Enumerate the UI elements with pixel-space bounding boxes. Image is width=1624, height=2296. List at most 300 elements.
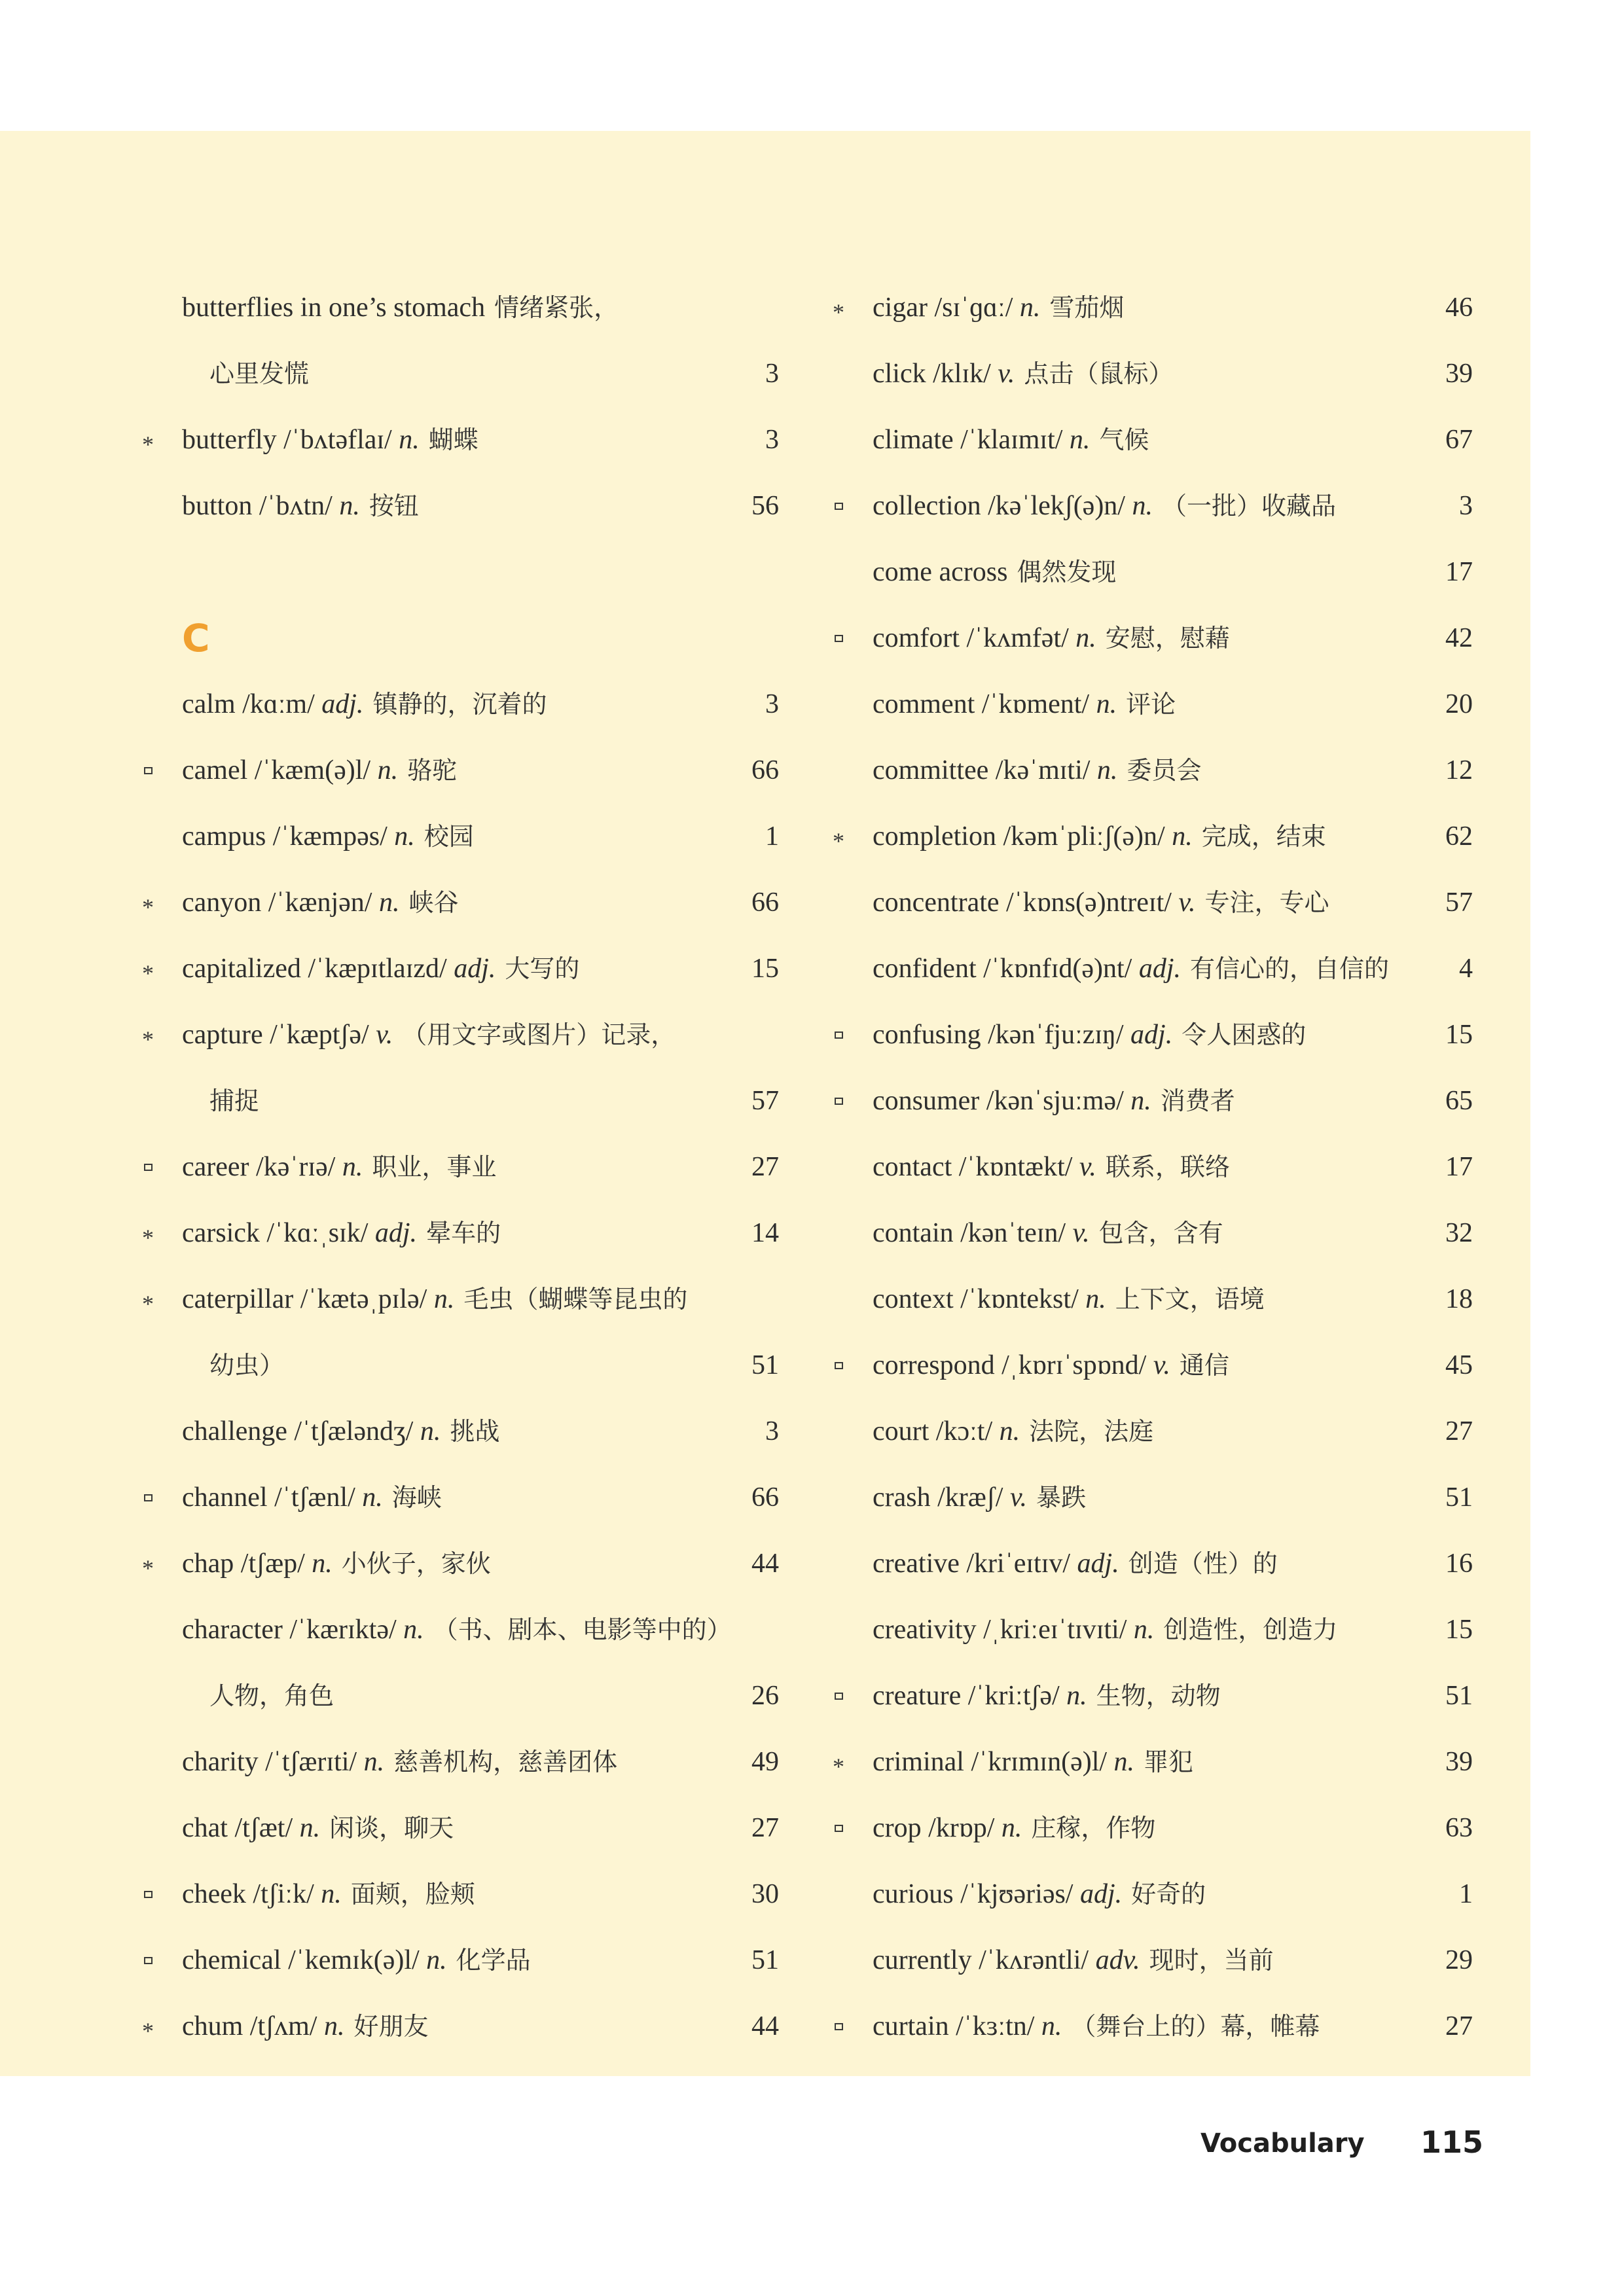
part-of-speech: n.	[1069, 425, 1091, 455]
square-marker-icon	[139, 1465, 157, 1530]
entry-text	[182, 1729, 733, 1795]
vocab-entry	[164, 870, 779, 935]
asterisk-marker-icon	[829, 1729, 848, 1795]
headword: caterpillar /ˈkætəˌpɪlə/	[182, 1284, 427, 1314]
part-of-speech: v.	[998, 359, 1015, 389]
vocab-entry	[854, 1531, 1473, 1596]
page-reference: 29	[1445, 1945, 1473, 1975]
part-of-speech: n.	[1096, 755, 1118, 785]
headword: confusing /kənˈfjuːzɪŋ/	[873, 1020, 1124, 1050]
square-marker-icon	[139, 1928, 157, 1993]
chinese-gloss: 职业，事业	[372, 1153, 497, 1181]
vocabulary-panel	[0, 131, 1530, 2076]
part-of-speech: n.	[363, 1747, 385, 1777]
headword: completion /kəmˈpliːʃ(ə)n/	[873, 821, 1165, 852]
vocab-entry	[164, 738, 779, 803]
entry-text	[182, 1200, 733, 1266]
vocab-entry	[854, 738, 1473, 803]
asterisk-marker-icon	[139, 870, 157, 935]
headword: creativity /ˌkriːeɪˈtɪvɪti/	[873, 1615, 1127, 1645]
part-of-speech: n.	[299, 1813, 321, 1843]
vocab-entry	[164, 407, 779, 473]
page-reference: 51	[751, 1945, 779, 1975]
headword: context /ˈkɒntekst/	[873, 1284, 1079, 1314]
headword: curtain /ˈkɜːtn/	[873, 2011, 1035, 2041]
page-reference: 57	[1445, 888, 1473, 918]
vocab-entry	[854, 1465, 1473, 1530]
vocab-entry	[854, 1134, 1473, 1200]
chinese-gloss: 毛虫（蝴蝶等昆虫的	[463, 1285, 688, 1314]
headword: channel /ˈtʃænl/	[182, 1482, 355, 1513]
entry-text	[873, 936, 1427, 1001]
vocab-entry	[854, 1068, 1473, 1134]
headword: butterfly /ˈbʌtəflaɪ/	[182, 425, 392, 455]
vocab-entry	[854, 936, 1473, 1001]
entry-text	[873, 1729, 1427, 1795]
page-reference: 15	[1445, 1615, 1473, 1645]
entry-text	[209, 1333, 733, 1398]
part-of-speech: n.	[1133, 1615, 1155, 1645]
headword: capture /ˈkæptʃə/	[182, 1020, 369, 1050]
part-of-speech: adj.	[454, 954, 496, 984]
entry-text	[873, 1333, 1427, 1398]
part-of-speech: n.	[420, 1416, 441, 1446]
part-of-speech: n.	[321, 1879, 342, 1909]
vocab-entry	[854, 1994, 1473, 2059]
vocab-entry	[854, 1333, 1473, 1398]
entry-text	[182, 1994, 733, 2059]
headword: contain /kənˈteɪn/	[873, 1218, 1066, 1248]
page-reference: 4	[1459, 954, 1473, 984]
headword: click /klɪk/	[873, 359, 991, 389]
square-marker-icon	[829, 1333, 848, 1398]
part-of-speech: v.	[1079, 1152, 1096, 1182]
chinese-gloss: 通信	[1179, 1351, 1229, 1380]
chinese-gloss: 创造（性）的	[1128, 1549, 1278, 1578]
vocab-entry	[854, 1663, 1473, 1729]
vocab-entry	[854, 275, 1473, 340]
page-reference: 42	[1445, 623, 1473, 653]
entry-text	[873, 1663, 1427, 1729]
page-reference: 3	[1459, 491, 1473, 521]
page-reference: 56	[751, 491, 779, 521]
vocab-entry	[854, 870, 1473, 935]
page-reference: 17	[1445, 1152, 1473, 1182]
headword: consumer /kənˈsjuːmə/	[873, 1086, 1124, 1116]
headword: confident /ˈkɒnfɪd(ə)nt/	[873, 954, 1132, 984]
entry-text	[182, 1399, 733, 1464]
vocab-entry	[164, 1994, 779, 2059]
entry-text	[182, 1928, 733, 1993]
entry-text	[182, 870, 733, 935]
chinese-gloss: 生物，动物	[1096, 1681, 1221, 1710]
headword: committee /kəˈmɪti/	[873, 755, 1091, 785]
chinese-gloss: （书、剧本、电影等中的）	[433, 1615, 732, 1644]
entry-text	[182, 1134, 733, 1200]
vocab-entry	[854, 341, 1473, 406]
headword: calm /kɑːm/	[182, 689, 315, 719]
entry-continuation	[164, 1068, 779, 1134]
chinese-gloss: 包含，含有	[1098, 1219, 1223, 1247]
entry-text	[873, 1597, 1427, 1662]
chinese-gloss: 骆驼	[407, 756, 458, 785]
chinese-gloss: 人物，角色	[209, 1681, 334, 1710]
part-of-speech: v.	[376, 1020, 393, 1050]
page-reference: 20	[1445, 689, 1473, 719]
part-of-speech: n.	[1041, 2011, 1062, 2041]
headword: climate /ˈklaɪmɪt/	[873, 425, 1063, 455]
chinese-gloss: 好奇的	[1131, 1880, 1206, 1909]
headword: campus /ˈkæmpəs/	[182, 821, 388, 852]
vocab-entry	[854, 1597, 1473, 1662]
entry-text	[182, 738, 733, 803]
vocab-entry	[854, 1729, 1473, 1795]
vocab-entry	[854, 1928, 1473, 1993]
chinese-gloss: 心里发慌	[209, 359, 310, 388]
chinese-gloss: 点击（鼠标）	[1024, 359, 1174, 388]
headword: challenge /ˈtʃæləndʒ/	[182, 1416, 414, 1446]
vocab-entry	[164, 473, 779, 539]
headword: correspond /ˌkɒrɪˈspɒnd/	[873, 1350, 1147, 1380]
entry-text	[209, 341, 733, 406]
page-reference: 63	[1445, 1813, 1473, 1843]
chinese-gloss: 现时，当前	[1149, 1946, 1274, 1975]
entry-text	[873, 1531, 1427, 1596]
chinese-gloss: 有信心的，自信的	[1190, 954, 1390, 983]
page-reference: 17	[1445, 557, 1473, 587]
vocab-entry	[854, 1200, 1473, 1266]
chinese-gloss: 海峡	[391, 1483, 442, 1512]
page-reference: 45	[1445, 1350, 1473, 1380]
vocab-entry	[854, 1399, 1473, 1464]
entry-text	[182, 936, 733, 1001]
part-of-speech: adj.	[1130, 1020, 1173, 1050]
page-reference: 14	[751, 1218, 779, 1248]
page-reference: 27	[751, 1152, 779, 1182]
part-of-speech: n.	[1085, 1284, 1106, 1314]
entry-text	[873, 1465, 1427, 1530]
entry-text	[873, 1068, 1427, 1134]
chinese-gloss: 幼虫）	[209, 1351, 285, 1380]
chinese-gloss: 慈善机构，慈善团体	[393, 1748, 618, 1776]
headword: chemical /ˈkemɪk(ə)l/	[182, 1945, 420, 1975]
page-reference: 27	[1445, 1416, 1473, 1446]
page-reference: 3	[765, 1416, 779, 1446]
chinese-gloss: 罪犯	[1144, 1748, 1194, 1776]
vocab-entry	[854, 1266, 1473, 1332]
part-of-speech: n.	[362, 1482, 383, 1513]
part-of-speech: n.	[1066, 1681, 1087, 1711]
chinese-gloss: （一批）收藏品	[1161, 492, 1336, 520]
headword: curious /ˈkjʊəriəs/	[873, 1879, 1074, 1909]
page-reference: 66	[751, 888, 779, 918]
part-of-speech: v.	[1072, 1218, 1090, 1248]
part-of-speech: n.	[1096, 689, 1117, 719]
entry-text	[182, 1795, 733, 1861]
page-reference: 3	[765, 689, 779, 719]
chinese-gloss: （舞台上的）幕，帷幕	[1071, 2012, 1320, 2041]
part-of-speech: n.	[377, 755, 399, 785]
part-of-speech: adj.	[374, 1218, 418, 1248]
headword: canyon /ˈkænjən/	[182, 888, 372, 918]
vocab-entry	[164, 672, 779, 737]
page-reference: 15	[751, 954, 779, 984]
headword: charity /ˈtʃærɪti/	[182, 1747, 357, 1777]
headword: crop /krɒp/	[873, 1813, 995, 1843]
asterisk-marker-icon	[829, 804, 848, 869]
vocab-entry	[164, 1531, 779, 1596]
chinese-gloss: 上下文，语境	[1115, 1285, 1265, 1314]
headword: career /kəˈrɪə/	[182, 1152, 336, 1182]
part-of-speech: n.	[1019, 293, 1041, 323]
chinese-gloss: 捕捉	[209, 1086, 260, 1115]
part-of-speech: n.	[339, 491, 360, 521]
part-of-speech: n.	[378, 888, 400, 918]
vocab-entry	[164, 1597, 779, 1662]
entry-continuation	[164, 1663, 779, 1729]
entry-text	[873, 539, 1427, 605]
page-reference: 67	[1445, 425, 1473, 455]
vocab-entry	[164, 1729, 779, 1795]
entry-text	[873, 605, 1427, 671]
page-reference: 30	[751, 1879, 779, 1909]
chinese-gloss: 校园	[424, 822, 474, 851]
vocab-entry	[164, 1928, 779, 1993]
part-of-speech: n.	[1113, 1747, 1135, 1777]
headword: comment /ˈkɒment/	[873, 689, 1090, 719]
square-marker-icon	[829, 1795, 848, 1861]
headword: carsick /ˈkɑːˌsɪk/	[182, 1218, 369, 1248]
page-reference: 26	[751, 1681, 779, 1711]
entry-text	[873, 870, 1427, 935]
chinese-gloss: 闲谈，聊天	[329, 1814, 454, 1842]
vocab-entry	[854, 605, 1473, 671]
page-reference: 15	[1445, 1020, 1473, 1050]
vocab-entry	[164, 1266, 779, 1332]
headword: camel /ˈkæm(ə)l/	[182, 755, 371, 785]
square-marker-icon	[829, 1002, 848, 1067]
part-of-speech: n.	[1172, 821, 1193, 852]
entry-text	[873, 341, 1427, 406]
headword: comfort /ˈkʌmfət/	[873, 623, 1069, 653]
page-reference: 51	[1445, 1482, 1473, 1513]
chinese-gloss: 晕车的	[426, 1219, 501, 1247]
vocab-entry	[164, 936, 779, 1001]
square-marker-icon	[139, 1134, 157, 1200]
page-reference: 46	[1445, 293, 1473, 323]
vocab-entry	[164, 1861, 779, 1927]
chinese-gloss: 暴跌	[1036, 1483, 1086, 1512]
headword: button /ˈbʌtn/	[182, 491, 333, 521]
entry-text	[873, 407, 1427, 473]
headword: capitalized /ˈkæpɪtlaɪzd/	[182, 954, 447, 984]
vocab-entry	[164, 1134, 779, 1200]
part-of-speech: v.	[1153, 1350, 1170, 1380]
headword: collection /kəˈlekʃ(ə)n/	[873, 491, 1125, 521]
headword: creature /ˈkriːtʃə/	[873, 1681, 1060, 1711]
headword: chum /tʃʌm/	[182, 2011, 317, 2041]
chinese-gloss: 大写的	[505, 954, 580, 983]
vocab-entry	[854, 1795, 1473, 1861]
square-marker-icon	[829, 1994, 848, 2059]
page-reference: 65	[1445, 1086, 1473, 1116]
vocab-entry	[164, 804, 779, 869]
chinese-gloss: 面颊，脸颊	[350, 1880, 475, 1909]
entry-text	[873, 1861, 1427, 1927]
part-of-speech: n.	[433, 1284, 455, 1314]
part-of-speech: n.	[312, 1549, 333, 1579]
page-reference: 66	[751, 755, 779, 785]
page-reference: 44	[751, 2011, 779, 2041]
entry-text	[873, 1002, 1427, 1067]
asterisk-marker-icon	[139, 1002, 157, 1067]
part-of-speech: v.	[1178, 888, 1196, 918]
headword: currently /ˈkʌrəntli/	[873, 1945, 1089, 1975]
vocab-entry	[854, 804, 1473, 869]
asterisk-marker-icon	[139, 1994, 157, 2059]
headword: come across	[873, 557, 1008, 587]
chinese-gloss: 令人困惑的	[1182, 1020, 1307, 1049]
entry-text	[873, 1795, 1427, 1861]
page-reference: 12	[1445, 755, 1473, 785]
entry-text	[873, 804, 1427, 869]
chinese-gloss: 好朋友	[353, 2012, 429, 2041]
entry-text	[873, 1928, 1427, 1993]
entry-text	[182, 407, 733, 473]
square-marker-icon	[139, 1861, 157, 1927]
page-reference: 44	[751, 1549, 779, 1579]
entry-text	[182, 804, 733, 869]
vocab-entry	[164, 1399, 779, 1464]
entry-text	[873, 1266, 1427, 1332]
entry-text	[182, 1266, 733, 1332]
chinese-gloss: 庄稼，作物	[1031, 1814, 1156, 1842]
headword: creative /kriˈeɪtɪv/	[873, 1549, 1071, 1579]
part-of-speech: adj.	[1077, 1549, 1119, 1579]
chinese-gloss: 雪茄烟	[1049, 293, 1125, 322]
chinese-gloss: 专注，专心	[1204, 888, 1329, 917]
part-of-speech: v.	[1009, 1482, 1027, 1513]
entry-text	[182, 1861, 733, 1927]
chinese-gloss: 偶然发现	[1017, 558, 1117, 586]
vocab-entry	[854, 539, 1473, 605]
vocab-entry	[164, 1200, 779, 1266]
chinese-gloss: 小伙子，家伙	[341, 1549, 491, 1578]
part-of-speech: n.	[1075, 623, 1096, 653]
vocab-entry	[164, 1002, 779, 1067]
chinese-gloss: 挑战	[450, 1417, 500, 1446]
chinese-gloss: 峡谷	[408, 888, 459, 917]
chinese-gloss: 情绪紧张，	[494, 293, 619, 322]
vocab-entry	[854, 1002, 1473, 1067]
chinese-gloss: 完成，结束	[1201, 822, 1326, 851]
entry-text	[182, 1531, 733, 1596]
part-of-speech: n.	[394, 821, 415, 852]
chinese-gloss: 委员会	[1127, 756, 1202, 785]
page-reference: 27	[1445, 2011, 1473, 2041]
page-reference: 66	[751, 1482, 779, 1513]
entry-text	[873, 672, 1427, 737]
part-of-speech: n.	[399, 425, 420, 455]
part-of-speech: n.	[1132, 491, 1153, 521]
chinese-gloss: 评论	[1126, 690, 1176, 719]
asterisk-marker-icon	[139, 1200, 157, 1266]
page-reference: 3	[765, 359, 779, 389]
entry-text	[182, 1002, 733, 1067]
chinese-gloss: 联系，联络	[1105, 1153, 1230, 1181]
headword: cigar /sɪˈɡɑː/	[873, 293, 1013, 323]
entry-text	[873, 1994, 1427, 2059]
square-marker-icon	[829, 473, 848, 539]
chinese-gloss: 气候	[1099, 425, 1149, 454]
chinese-gloss: 镇静的，沉着的	[372, 690, 547, 719]
footer-section-label: Vocabulary	[1200, 2128, 1365, 2159]
headword: chat /tʃæt/	[182, 1813, 293, 1843]
part-of-speech: n.	[1001, 1813, 1022, 1843]
page-reference: 18	[1445, 1284, 1473, 1314]
part-of-speech: n.	[999, 1416, 1020, 1446]
vocab-entry	[164, 1465, 779, 1530]
chinese-gloss: 法院，法庭	[1029, 1417, 1154, 1446]
chinese-gloss: 蝴蝶	[428, 425, 478, 454]
page-reference: 27	[751, 1813, 779, 1843]
part-of-speech: n.	[323, 2011, 345, 2041]
footer-page-number: 115	[1420, 2125, 1484, 2160]
entry-text	[182, 275, 733, 340]
page-reference: 49	[751, 1747, 779, 1777]
headword: contact /ˈkɒntækt/	[873, 1152, 1073, 1182]
part-of-speech: adj.	[1138, 954, 1182, 984]
vocab-entry	[854, 473, 1473, 539]
entry-text	[182, 473, 733, 539]
headword: butterflies in one’s stomach	[182, 293, 486, 323]
asterisk-marker-icon	[139, 1266, 157, 1332]
chinese-gloss: （用文字或图片）记录，	[402, 1020, 676, 1049]
page-reference: 32	[1445, 1218, 1473, 1248]
asterisk-marker-icon	[139, 407, 157, 473]
part-of-speech: n.	[426, 1945, 447, 1975]
vocab-entry	[164, 1795, 779, 1861]
part-of-speech: adj.	[321, 689, 364, 719]
entry-text	[873, 275, 1427, 340]
page-reference: 3	[765, 425, 779, 455]
page-reference: 16	[1445, 1549, 1473, 1579]
section-letter: C	[182, 616, 210, 660]
square-marker-icon	[829, 1068, 848, 1134]
entry-continuation	[164, 1333, 779, 1398]
page-reference: 1	[765, 821, 779, 852]
part-of-speech: n.	[342, 1152, 363, 1182]
page-reference: 51	[1445, 1681, 1473, 1711]
entry-text	[873, 1134, 1427, 1200]
page-reference: 39	[1445, 1747, 1473, 1777]
headword: concentrate /ˈkɒns(ə)ntreɪt/	[873, 888, 1172, 918]
headword: court /kɔːt/	[873, 1416, 993, 1446]
asterisk-marker-icon	[139, 1531, 157, 1596]
part-of-speech: adj.	[1079, 1879, 1123, 1909]
headword: character /ˈkærɪktə/	[182, 1615, 397, 1645]
page-reference: 51	[751, 1350, 779, 1380]
chinese-gloss: 消费者	[1160, 1086, 1235, 1115]
chinese-gloss: 安慰，慰藉	[1105, 624, 1230, 653]
entry-text	[873, 738, 1427, 803]
entry-text	[873, 1200, 1427, 1266]
entry-text	[209, 1663, 733, 1729]
page-reference: 1	[1459, 1879, 1473, 1909]
vocab-entry	[854, 1861, 1473, 1927]
vocab-entry	[854, 672, 1473, 737]
headword: cheek /tʃiːk/	[182, 1879, 314, 1909]
